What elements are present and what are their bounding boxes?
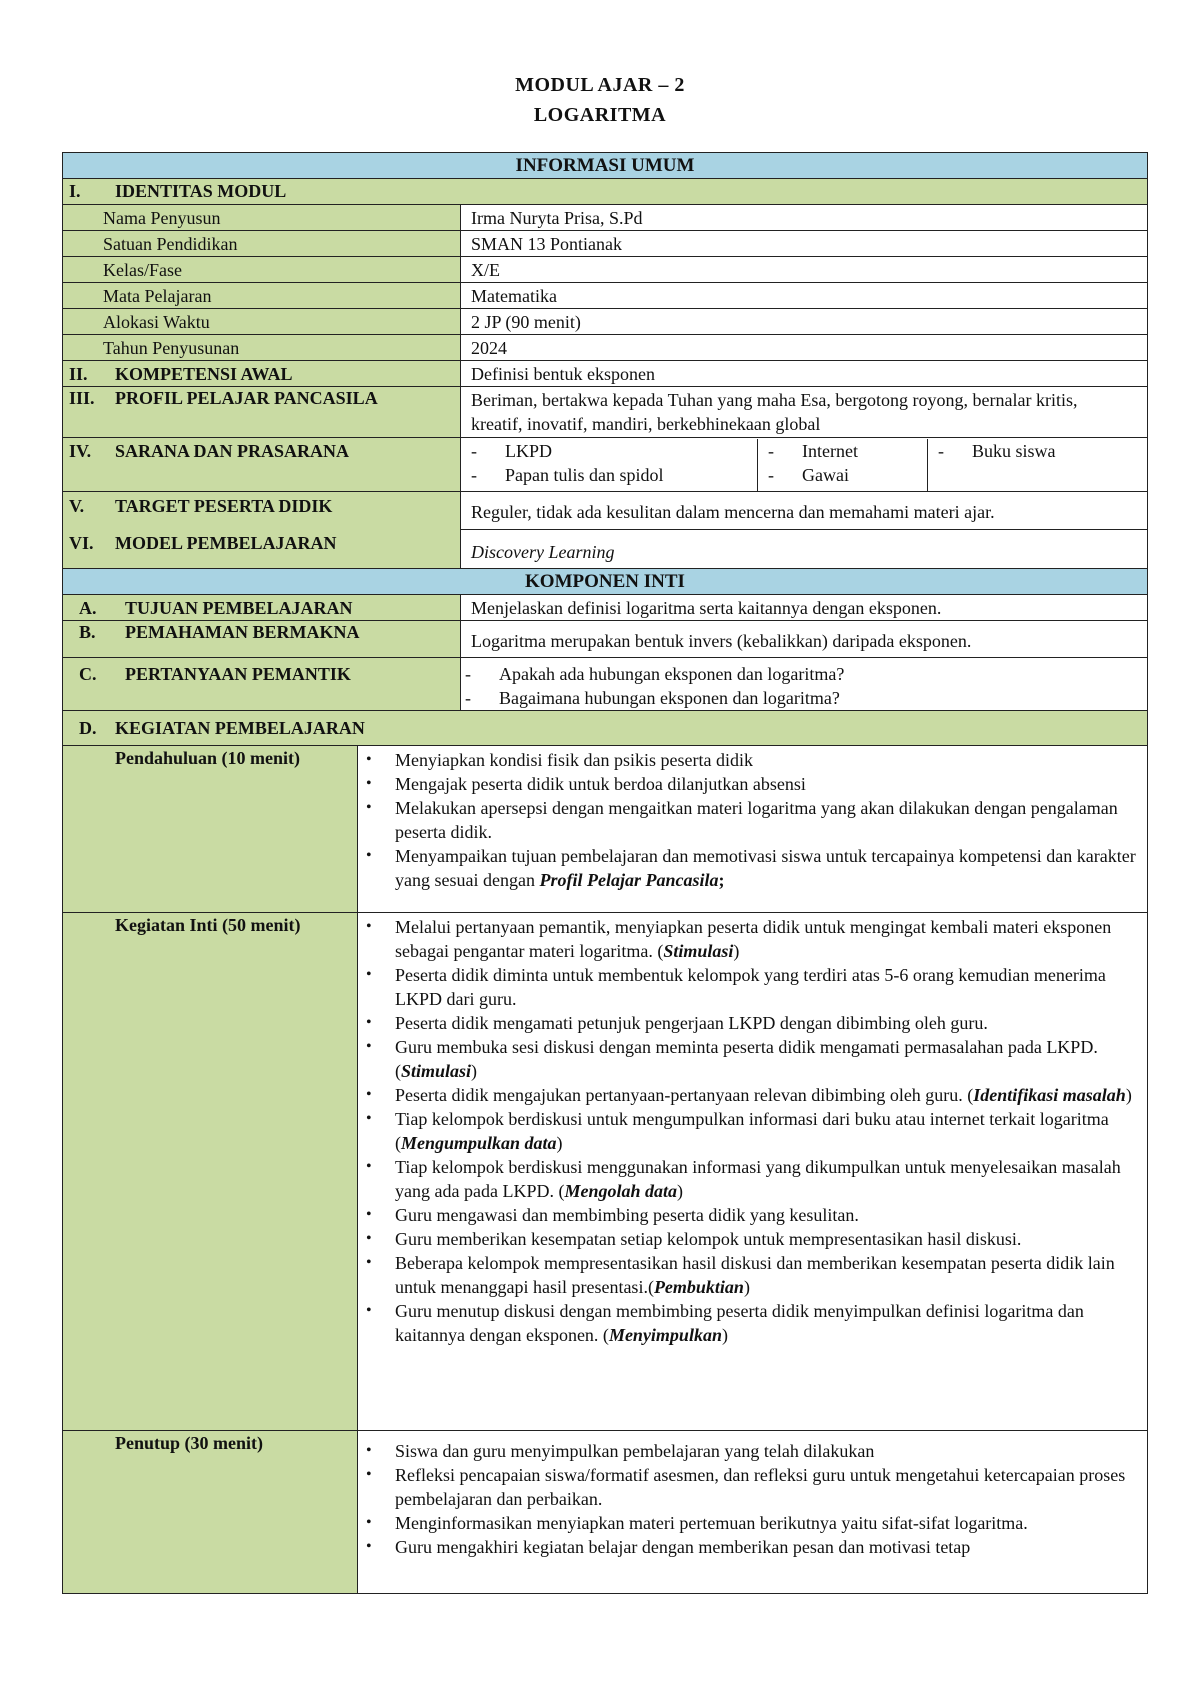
- inti-block: [63, 913, 1147, 1431]
- identity-row: [63, 205, 1147, 231]
- identity-label: Alokasi Waktu: [63, 309, 461, 334]
- section-title: TUJUAN PEMBELAJARAN: [125, 598, 353, 618]
- pendahuluan-list: [358, 748, 1141, 892]
- list-item: • Tiap kelompok berdiskusi untuk mengumpulkan informasi dari buku atau internet terkait logaritma (Mengumpulkan data): [358, 1107, 1141, 1155]
- document-title: MODUL AJAR – 2: [515, 74, 685, 96]
- band-informasi-umum: INFORMASI UMUM: [63, 152, 1147, 179]
- sarana-item: - Buku siswa: [927, 439, 1147, 492]
- inti-list: [358, 915, 1141, 1347]
- band-komponen-inti: KOMPONEN INTI: [63, 568, 1147, 595]
- section-kompetensi: [63, 361, 1147, 387]
- section-number: I.: [69, 181, 81, 201]
- section-pertanyaan: [63, 658, 1147, 711]
- section-number: C.: [79, 664, 97, 684]
- identity-value: X/E: [471, 260, 500, 280]
- list-item: • Melalui pertanyaan pemantik, menyiapkan peserta didik untuk mengingat kembali materi eksponen sebagai pengantar materi logaritma. (Stimulasi): [358, 915, 1141, 963]
- inti-label: Kegiatan Inti (50 menit): [63, 913, 358, 1430]
- identity-row: [63, 231, 1147, 257]
- section-number: III.: [69, 388, 95, 408]
- identity-label: Mata Pelajaran: [63, 283, 461, 308]
- section-title: SARANA DAN PRASARANA: [115, 441, 350, 461]
- identity-row: [63, 309, 1147, 335]
- list-item: • Siswa dan guru menyimpulkan pembelajaran yang telah dilakukan: [358, 1439, 1141, 1463]
- pendahuluan-block: [63, 746, 1147, 913]
- pertanyaan-list: [461, 658, 1147, 710]
- module-table: [62, 152, 1148, 1594]
- penutup-block: [63, 1431, 1147, 1594]
- list-item: • Guru menutup diskusi dengan membimbing peserta didik menyimpulkan definisi logaritma dan kaitannya dengan eksponen. (Menyimpulkan): [358, 1299, 1141, 1347]
- identity-label: Satuan Pendidikan: [63, 231, 461, 256]
- section-number: VI.: [69, 533, 94, 553]
- identity-value: Matematika: [471, 286, 557, 306]
- list-item: • Guru mengawasi dan membimbing peserta didik yang kesulitan.: [358, 1203, 1141, 1227]
- section-number: IV.: [69, 441, 92, 461]
- section-profil: [63, 387, 1147, 438]
- kompetensi-value: Definisi bentuk eksponen: [471, 364, 655, 384]
- list-item: • Peserta didik diminta untuk membentuk kelompok yang terdiri atas 5-6 orang kemudian menerima LKPD dari guru.: [358, 963, 1141, 1011]
- list-item: • Beberapa kelompok mempresentasikan hasil diskusi dan memberikan kesempatan peserta didik lain untuk menanggapi hasil presentasi.(Pembuktian): [358, 1251, 1141, 1299]
- sarana-item: - LKPD - Papan tulis dan spidol: [471, 441, 664, 485]
- identity-row: [63, 257, 1147, 283]
- model-value: Discovery Learning: [461, 529, 1147, 568]
- section-title: IDENTITAS MODUL: [115, 181, 287, 201]
- section-number: V.: [69, 496, 85, 516]
- section-number: D.: [79, 718, 97, 738]
- section-title: TARGET PESERTA DIDIK: [115, 496, 333, 516]
- sarana-item: - Internet - Gawai: [757, 439, 927, 492]
- pendahuluan-label: Pendahuluan (10 menit): [63, 746, 358, 912]
- pemahaman-value: Logaritma merupakan bentuk invers (kebalikkan) daripada eksponen.: [471, 631, 972, 651]
- list-item: • Menyiapkan kondisi fisik dan psikis peserta didik: [358, 748, 1141, 772]
- identity-row: [63, 335, 1147, 361]
- list-item: • Menyampaikan tujuan pembelajaran dan memotivasi siswa untuk tercapainya kompetensi dan karakter yang sesuai dengan Profil Pelajar Pancasila;: [358, 844, 1141, 892]
- identity-row: [63, 283, 1147, 309]
- section-number: B.: [79, 622, 96, 642]
- penutup-list: [358, 1439, 1141, 1559]
- profil-value: Beriman, bertakwa kepada Tuhan yang maha Esa, bergotong royong, bernalar kritis, kreatif, inovatif, mandiri, berkebhinekaan global: [471, 390, 1078, 434]
- sarana-grid: [461, 438, 1147, 491]
- list-item: • Refleksi pencapaian siswa/formatif asesmen, dan refleksi guru untuk mengetahui ketercapaian proses pembelajaran dan perbaikan.: [358, 1463, 1141, 1511]
- section-sarana: [63, 438, 1147, 492]
- identity-value: Irma Nuryta Prisa, S.Pd: [471, 208, 643, 228]
- list-item: • Peserta didik mengajukan pertanyaan-pertanyaan relevan dibimbing oleh guru. (Identifikasi masalah): [358, 1083, 1141, 1107]
- identity-value: 2024: [471, 338, 507, 358]
- list-item: • Mengajak peserta didik untuk berdoa dilanjutkan absensi: [358, 772, 1141, 796]
- pertanyaan-item: - Apakah ada hubungan eksponen dan logaritma?: [465, 664, 845, 684]
- list-item: • Melakukan apersepsi dengan mengaitkan materi logaritma yang akan dilakukan dengan pengalaman peserta didik.: [358, 796, 1141, 844]
- list-item: • Menginformasikan menyiapkan materi pertemuan berikutnya yaitu sifat-sifat logaritma.: [358, 1511, 1141, 1535]
- tujuan-value: Menjelaskan definisi logaritma serta kaitannya dengan eksponen.: [471, 598, 942, 618]
- target-value: Reguler, tidak ada kesulitan dalam mencerna dan memahami materi ajar.: [471, 502, 995, 522]
- section-title: KOMPETENSI AWAL: [115, 364, 293, 384]
- identity-value: 2 JP (90 menit): [471, 312, 581, 332]
- section-model: [63, 529, 1147, 568]
- list-item: • Guru membuka sesi diskusi dengan meminta peserta didik mengamati permasalahan pada LKPD. (Stimulasi): [358, 1035, 1141, 1083]
- list-item: • Guru mengakhiri kegiatan belajar dengan memberikan pesan dan motivasi tetap: [358, 1535, 1141, 1559]
- section-number: A.: [79, 598, 97, 618]
- section-title: PROFIL PELAJAR PANCASILA: [115, 388, 378, 408]
- section-title: MODEL PEMBELAJARAN: [115, 533, 337, 553]
- list-item: • Peserta didik mengamati petunjuk pengerjaan LKPD dengan dibimbing oleh guru.: [358, 1011, 1141, 1035]
- identity-label: Tahun Penyusunan: [63, 335, 461, 360]
- section-tujuan: [63, 595, 1147, 621]
- list-item: • Guru memberikan kesempatan setiap kelompok untuk mempresentasikan hasil diskusi.: [358, 1227, 1141, 1251]
- penutup-label: Penutup (30 menit): [63, 1431, 358, 1593]
- section-title: PEMAHAMAN BERMAKNA: [125, 622, 360, 642]
- document-subtitle: LOGARITMA: [533, 104, 667, 126]
- identity-label: Nama Penyusun: [63, 205, 461, 230]
- section-kegiatan: [63, 711, 1147, 746]
- identity-label: Kelas/Fase: [63, 257, 461, 282]
- list-item: • Tiap kelompok berdiskusi menggunakan informasi yang dikumpulkan untuk menyelesaikan masalah yang ada pada LKPD. (Mengolah data): [358, 1155, 1141, 1203]
- pertanyaan-item: - Bagaimana hubungan eksponen dan logaritma?: [465, 688, 840, 708]
- section-title: PERTANYAAN PEMANTIK: [125, 664, 351, 684]
- section-number: II.: [69, 364, 88, 384]
- identity-value: SMAN 13 Pontianak: [471, 234, 623, 254]
- section-pemahaman: [63, 621, 1147, 658]
- section-target: [63, 492, 1147, 529]
- section-title: KEGIATAN PEMBELAJARAN: [115, 718, 365, 738]
- section-identitas: [63, 179, 1147, 205]
